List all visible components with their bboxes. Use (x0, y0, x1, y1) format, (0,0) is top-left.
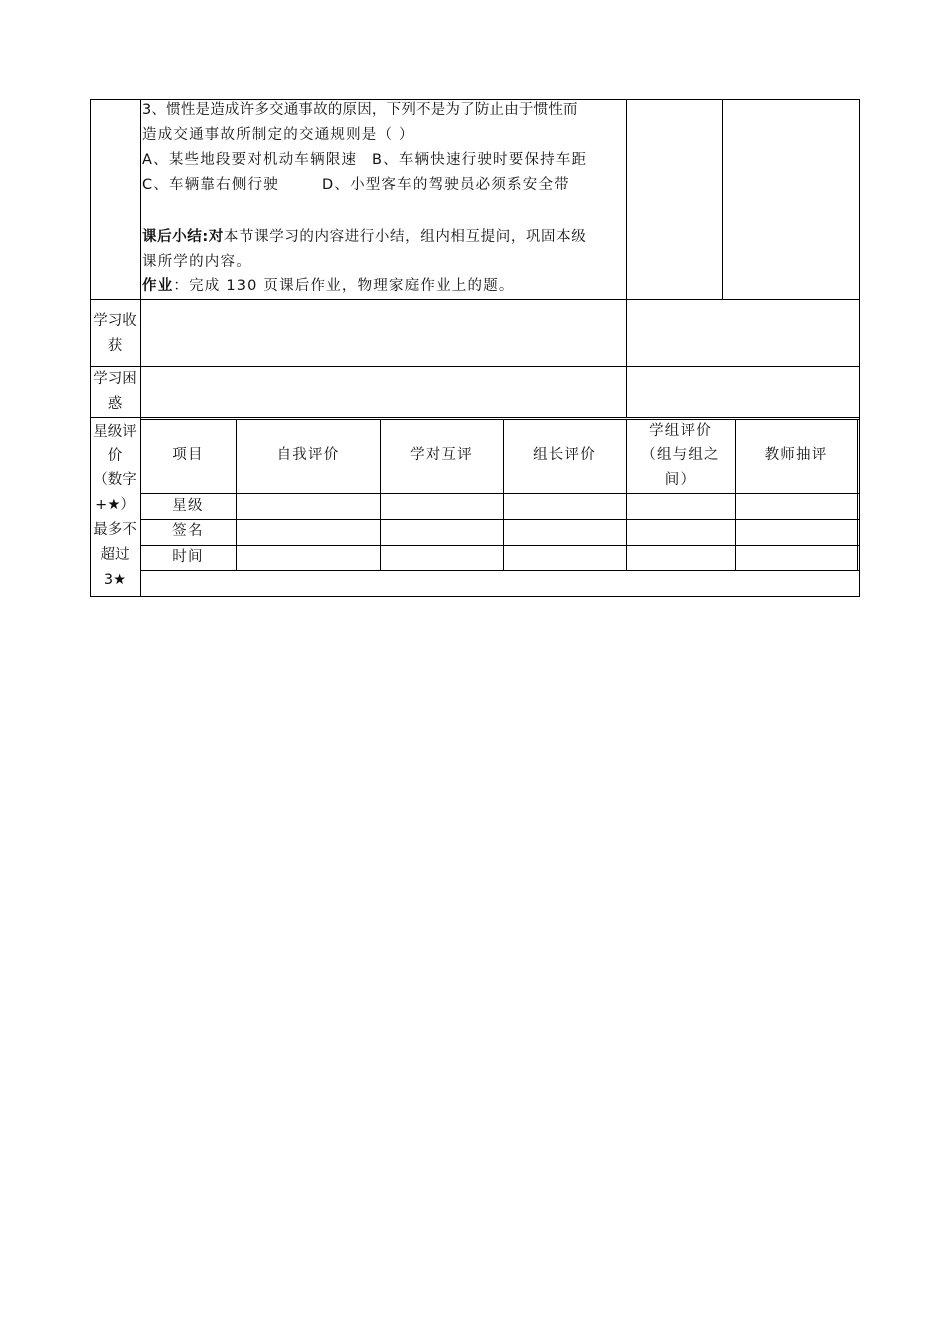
table-right-border (859, 99, 860, 597)
confusion-label-line-2: 惑 (107, 396, 123, 412)
confusion-label-line-1: 学习困 (93, 371, 137, 387)
rating-col-divider-3 (503, 419, 504, 571)
notes-column-divider (722, 99, 723, 300)
rating-header-peer: 学对互评 (410, 447, 473, 463)
question-option-c: C、车辆靠右侧行驶 (142, 177, 279, 193)
rating-col-divider-1 (236, 419, 237, 571)
rating-col-divider-5 (735, 419, 736, 571)
rating-col-divider-2 (380, 419, 381, 571)
rating-col-divider-4 (626, 419, 627, 571)
homework-line (142, 277, 515, 296)
gain-label-line-2: 获 (107, 338, 123, 354)
gain-label-line-1: 学习收 (93, 313, 137, 329)
rating-label-line-6: 超过 (100, 547, 130, 563)
rating-label-line-4: +★） (95, 497, 135, 513)
summary-line-1 (142, 228, 586, 247)
rating-label-line-3: （数字 (93, 472, 137, 488)
rating-header-group-line-1: 学组评价 (649, 423, 712, 439)
question-line-2: 造成交通事故所制定的交通规则是（ ） (142, 127, 415, 143)
row-divider-2 (90, 366, 860, 367)
rating-header-item: 项目 (172, 447, 204, 463)
rating-col-divider-6 (857, 419, 858, 571)
rating-row-divider-2 (140, 519, 860, 520)
rating-row-time: 时间 (172, 549, 204, 565)
rating-header-self: 自我评价 (276, 447, 340, 463)
rating-table-top (140, 419, 860, 420)
summary-bold-word: 对 (208, 229, 224, 245)
rating-row-divider-4 (140, 570, 860, 571)
rating-label-line-5: 最多不 (93, 522, 137, 538)
summary-label: 课后小结: (142, 229, 209, 245)
rating-header-group-line-2: （组与组之 (641, 447, 720, 463)
question-option-b: B、车辆快速行驶时要保持车距 (372, 152, 588, 168)
rating-label-line-2: 价 (107, 448, 123, 464)
rating-row-divider-3 (140, 545, 860, 546)
summary-line-2: 课所学的内容。 (142, 254, 252, 270)
row-divider-1 (90, 299, 860, 300)
rating-header-group-line-3: 间） (664, 472, 697, 488)
table-bottom-border (90, 596, 860, 597)
summary-text-1: 本节课学习的内容进行小结，组内相互提问，巩固本级 (223, 229, 587, 245)
rating-header-leader: 组长评价 (533, 447, 596, 463)
row-divider-3 (90, 417, 860, 418)
question-option-a: A、某些地段要对机动车辆限速 (142, 152, 358, 168)
rating-label-line-7: 3★ (103, 572, 127, 588)
rating-row-signature: 签名 (172, 523, 204, 539)
rating-row-stars: 星级 (172, 498, 204, 514)
homework-label: 作业 (142, 278, 174, 294)
content-column-divider (626, 99, 627, 418)
table-top-border (90, 99, 860, 100)
homework-text: ：完成 130 页课后作业，物理家庭作业上的题。 (173, 278, 515, 294)
rating-label-line-1: 星级评 (93, 424, 137, 440)
question-option-d: D、小型客车的驾驶员必须系安全带 (322, 177, 570, 193)
rating-row-divider-1 (140, 493, 860, 494)
question-line-1: 3、惯性是造成许多交通事故的原因，下列不是为了防止由于惯性而 (142, 102, 578, 118)
rating-header-teacher: 教师抽评 (764, 447, 828, 463)
